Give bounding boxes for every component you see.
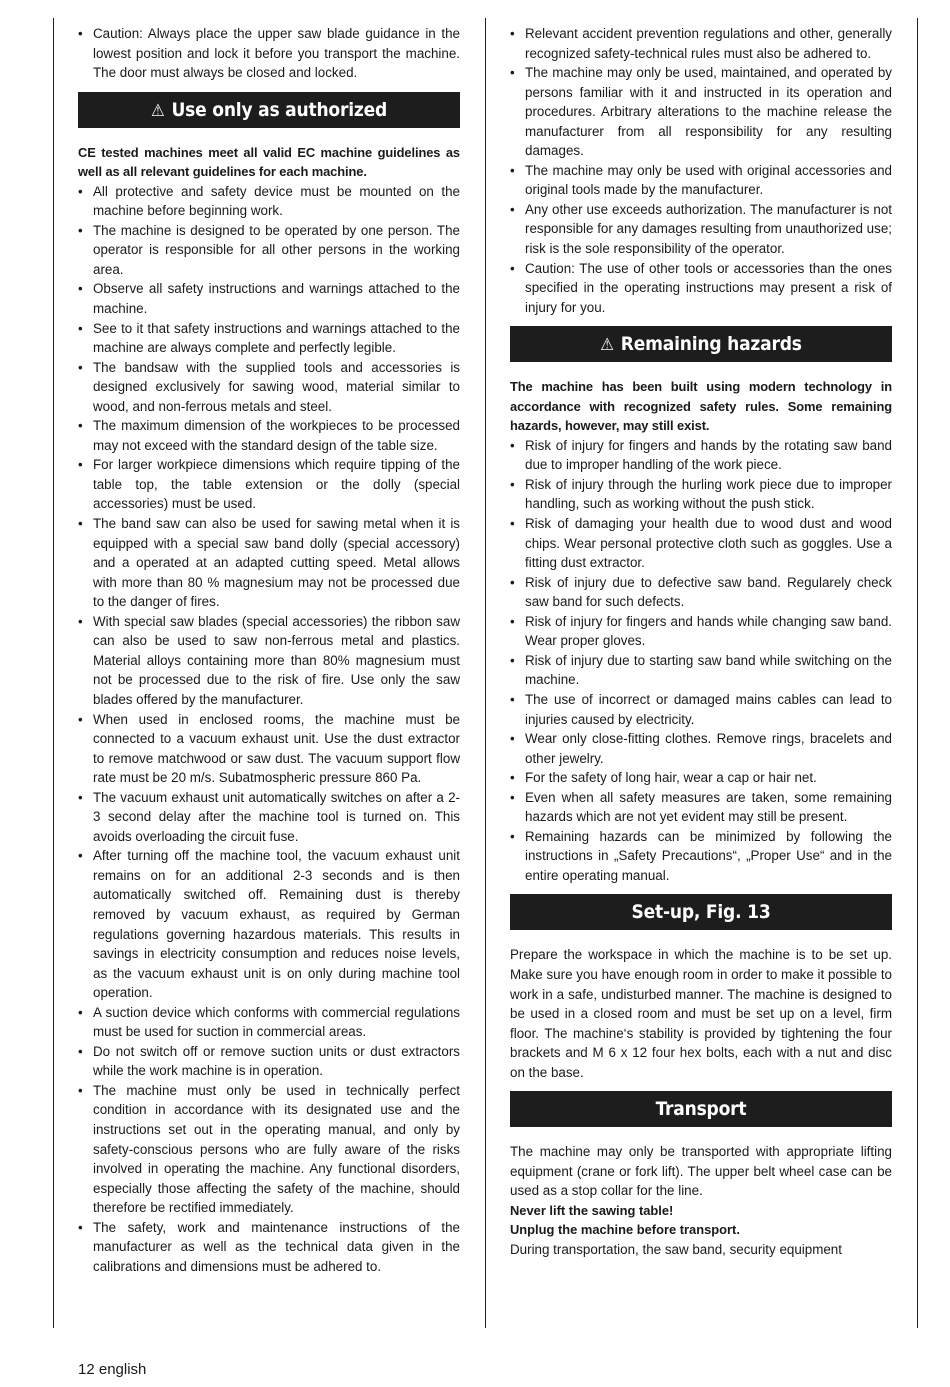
transport-continued-text: During transportation, the saw band, security equipment [510, 1241, 842, 1257]
list-item: • All protective and safety device must be mounted on the machine before beginning work. [78, 182, 460, 221]
list-item: • With special saw blades (special accessories) the ribbon saw can also be used to saw non-ferrous metal and plastics. Material alloys containing more than 80% magnesium must not be processed due to the risk of fire. Use only the saw blades offered by the manufacturer. [78, 612, 460, 710]
list-item: • Risk of injury due to starting saw band while switching on the machine. [510, 651, 892, 690]
list-item: • The machine may only be used with original accessories and original tools made by the manufacturer. [510, 161, 892, 200]
section-lead-text: CE tested machines meet all valid EC machine guidelines as well as all relevant guidelines for each machine. [78, 144, 460, 180]
right-column [510, 24, 892, 1260]
warning-triangle-icon: ⚠ [150, 100, 165, 121]
list-item: • The machine is designed to be operated by one person. The operator is responsible for all other persons in the working area. [78, 221, 460, 280]
list-item: • Risk of damaging your health due to wood dust and wood chips. Wear personal protective cloth such as goggles. Use a fitting dust extractor. [510, 514, 892, 573]
top-bullet-list [510, 24, 892, 317]
list-item: • The safety, work and maintenance instructions of the manufacturer as well as the technical data given in the calibrations and dimensions must be adhered to. [78, 1218, 460, 1277]
transport-paragraph: The machine may only be transported with appropriate lifting equipment (crane or fork lift). The upper belt wheel case can be used as a stop collar for the line. [510, 1144, 892, 1199]
hazards-bullet-list [510, 436, 892, 886]
right-margin-rule [917, 18, 918, 1328]
list-item: • Caution: Always place the upper saw blade guidance in the lowest position and lock it before you transport the machine. The door must always be closed and locked. [78, 24, 460, 83]
left-margin-rule [53, 18, 54, 1328]
list-item: • For the safety of long hair, wear a cap or hair net. [510, 768, 892, 788]
page-footer [78, 1361, 146, 1378]
page-number: 12 [78, 1361, 95, 1378]
column-divider-rule [485, 18, 486, 1328]
list-item: • Wear only close-fitting clothes. Remove rings, bracelets and other jewelry. [510, 729, 892, 768]
list-item: • The vacuum exhaust unit automatically switches on after a 2-3 second delay after the machine tool is turned on. This avoids overloading the circuit fuse. [78, 788, 460, 847]
list-item: • The machine must only be used in technically perfect condition in accordance with its designated use and the instructions set out in the operating manual, and only by safety-conscious persons who are fully aware of the risks involved in operating the machine. Any functional disorders, especially those affecting the safety of the machine, should therefore be rectified immediately. [78, 1081, 460, 1218]
list-item: • The band saw can also be used for sawing metal when it is equipped with a special saw band dolly (special accessory) and a operated at an adapted cutting speed. Metal allows with more than 80 % magnesium may not be processed due to the danger of fires. [78, 514, 460, 612]
list-item: • Caution: The use of other tools or accessories than the ones specified in the operating instructions may present a risk of injury for you. [510, 259, 892, 318]
list-item: • Any other use exceeds authorization. The manufacturer is not responsible for any damages resulting from unauthorized use; risk is the sole responsibility of the operator. [510, 200, 892, 259]
list-item: • Relevant accident prevention regulations and other, generally recognized safety-technical rules must also be adhered to. [510, 24, 892, 63]
footer-language: english [98, 1361, 147, 1378]
section-lead-text: The machine has been built using modern technology in accordance with recognized safety rules. Some remaining hazards, however, may still exist. [510, 379, 892, 434]
list-item: • Even when all safety measures are taken, some remaining hazards which are not yet evident may still be present. [510, 788, 892, 827]
left-column [78, 24, 460, 1276]
list-item: • After turning off the machine tool, the vacuum exhaust unit remains on for an additional 2-3 seconds and is then automatically switched off. Remaining dust is thereby removed by vacuum exhaust, as required by German regulations governing hazardous materials. This results in savings in electricity consumption and reduces noise levels, as the vacuum exhaust unit is on only during machine tool operation. [78, 846, 460, 1002]
list-item: • The bandsaw with the supplied tools and accessories is designed exclusively for sawing wood, material similar to wood, and non-ferrous metals and steel. [78, 358, 460, 417]
section-title: Set-up, Fig. 13 [631, 901, 771, 924]
list-item: • A suction device which conforms with commercial regulations must be used for suction in commercial areas. [78, 1003, 460, 1042]
list-item: • For larger workpiece dimensions which require tipping of the table top, the table extension or the dolly (special accessories) must be used. [78, 455, 460, 514]
list-item: • When used in enclosed rooms, the machine must be connected to a vacuum exhaust unit. Use the dust extractor to remove matchwood or saw dust. The vacuum support flow rate must be 20 m/s. Subatmospheric pressure 860 Pa. [78, 710, 460, 788]
intro-bullet-list [78, 24, 460, 83]
section-title: Remaining hazards [620, 333, 802, 356]
list-item: • Remaining hazards can be minimized by following the instructions in „Safety Precautions“, „Proper Use“ and in the entire operating manual. [510, 827, 892, 886]
list-item: • Risk of injury for fingers and hands while changing saw band. Wear proper gloves. [510, 612, 892, 651]
section-title: Transport [655, 1098, 747, 1121]
section-title: Use only as authorized [171, 98, 388, 121]
transport-warning-unplug: Unplug the machine before transport. [510, 1222, 740, 1238]
list-item: • See to it that safety instructions and warnings attached to the machine are always complete and perfectly legible. [78, 319, 460, 358]
section-header-set-up [510, 894, 892, 930]
list-item: • Risk of injury due to defective saw band. Regularely check saw band for such defects. [510, 573, 892, 612]
list-item: • Observe all safety instructions and warnings attached to the machine. [78, 279, 460, 318]
list-item: • Risk of injury for fingers and hands by the rotating saw band due to improper handling of the work piece. [510, 436, 892, 475]
list-item: • Risk of injury through the hurling work piece due to improper handling, such as working without the push stick. [510, 475, 892, 514]
list-item: • The machine may only be used, maintained, and operated by persons familiar with it and instructed in its operation and procedures. Arbitrary alterations to the machine release the manufacturer from all responsibility for any resulting damages. [510, 63, 892, 161]
use-bullet-list [78, 182, 460, 1277]
list-item: • Do not switch off or remove suction units or dust extractors while the work machine is in operation. [78, 1042, 460, 1081]
section-header-transport [510, 1091, 892, 1127]
list-item: • The use of incorrect or damaged mains cables can lead to injuries caused by electricity. [510, 690, 892, 729]
setup-paragraph: Prepare the workspace in which the machine is to be set up. Make sure you have enough room in order to make it possible to work in a safe, undisturbed manner. The machine is designed to be used in a closed room and must be set up on a level, firm floor. The machine‘s stability is provided by tightening the four brackets and M 6 x 12 four hex bolts, each with a nut and disc on the base. [510, 947, 892, 1080]
list-item: • The maximum dimension of the workpieces to be processed may not exceed with the standard design of the table size. [78, 416, 460, 455]
transport-warning-table: Never lift the sawing table! [510, 1202, 674, 1218]
section-header-use-only-as-authorized [78, 92, 460, 128]
section-header-remaining-hazards [510, 326, 892, 362]
warning-triangle-icon: ⚠ [600, 335, 614, 356]
